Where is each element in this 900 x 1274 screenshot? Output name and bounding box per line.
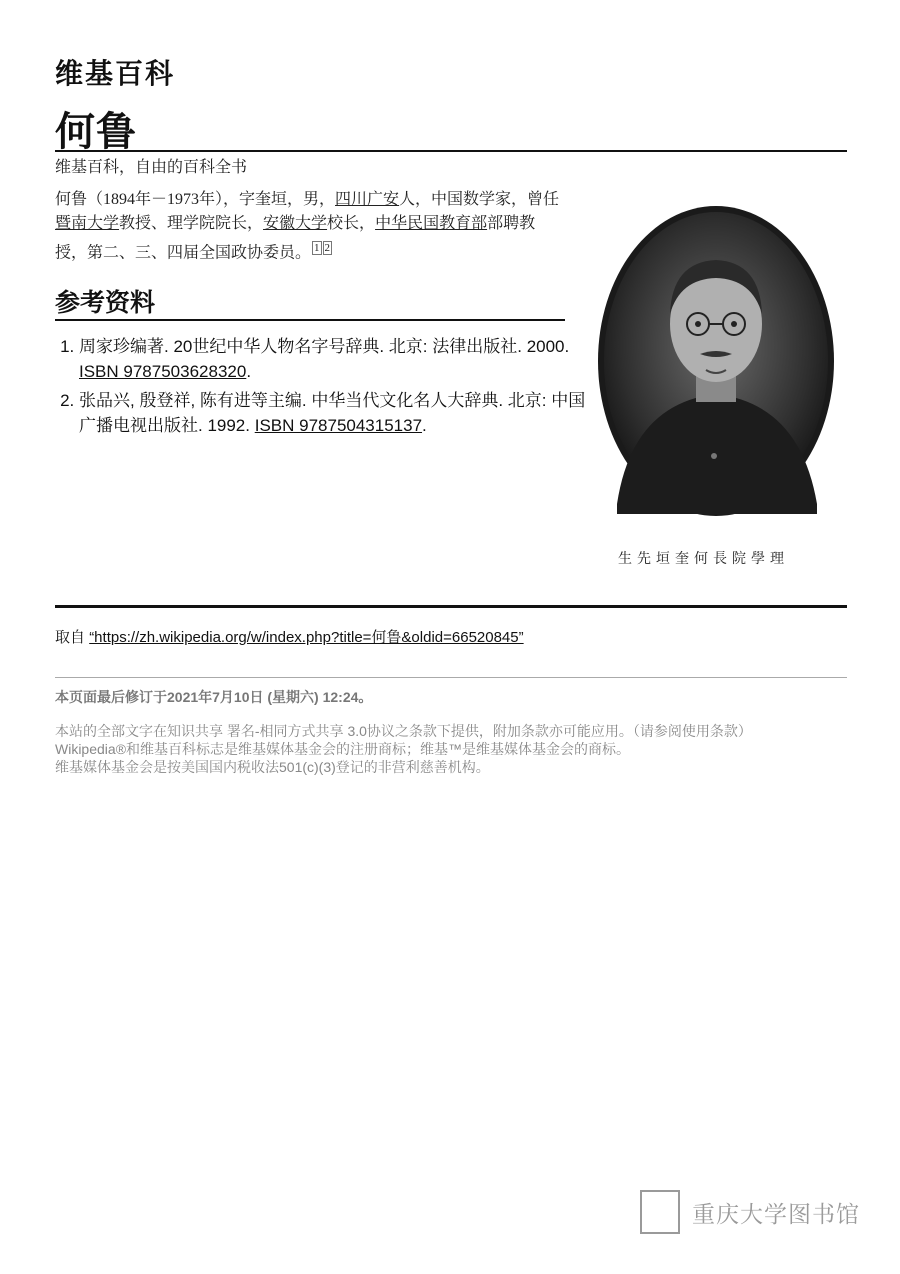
license-line: 本站的全部文字在知识共享 署名-相同方式共享 3.0协议之条款下提供，附加条款亦可能应用。（请参阅使用条款）	[55, 723, 752, 739]
portrait-image	[592, 204, 847, 586]
link-roc-ministry-of-education[interactable]: 中华民国教育部	[375, 215, 488, 232]
intro-text: 人，中国数学家，曾任	[399, 191, 560, 208]
references-divider	[55, 319, 565, 321]
license-notice	[55, 722, 845, 776]
intro-text: 部聘教授，第二、三、四届全国政协委员。	[55, 215, 536, 262]
portrait-caption: 生先垣奎何長院學理	[618, 552, 789, 567]
page-title: 何鲁	[55, 109, 137, 154]
citation-link-1[interactable]: 1	[314, 242, 320, 254]
reference-text: 周家珍编著. 20世纪中华人物名字号辞典. 北京: 法律出版社. 2000.	[79, 337, 570, 356]
references-heading: 参考资料	[55, 289, 156, 317]
retrieved-label: 取自	[55, 629, 86, 646]
reference-text: 张品兴, 殷登祥, 陈有进等主编. 中华当代文化名人大辞典. 北京: 中国广播电视出版社. 1992.	[79, 391, 586, 435]
retrieved-from	[55, 626, 524, 647]
intro-text: 校长，	[327, 215, 376, 232]
link-anhui-university[interactable]: 安徽大学	[263, 215, 328, 232]
license-line: 维基媒体基金会是按美国国内税收法501(c)(3)登记的非营利慈善机构。	[55, 759, 490, 775]
license-line: Wikipedia®和维基百科标志是维基媒体基金会的注册商标；维基™是维基媒体基金会的商标。	[55, 741, 631, 757]
watermark-text: 重庆大学图书馆	[692, 1200, 860, 1227]
site-name: 维基百科	[55, 59, 176, 90]
content-end-divider	[55, 605, 847, 608]
link-jinan-university[interactable]: 暨南大学	[55, 215, 120, 232]
footer-divider	[55, 677, 847, 678]
references-list	[55, 334, 589, 442]
citation-link-2[interactable]: 2	[324, 242, 331, 254]
intro-paragraph	[55, 188, 567, 265]
site-tagline: 维基百科，自由的百科全书	[55, 159, 248, 176]
library-watermark	[640, 1190, 860, 1234]
reference-item	[79, 334, 589, 384]
link-sichuan-guangan[interactable]: 四川广安	[335, 191, 400, 208]
intro-text: 何鲁（1894年－1973年），字奎垣，男，	[55, 191, 336, 208]
isbn-link[interactable]: ISBN 9787504315137	[254, 416, 423, 435]
reference-item	[79, 388, 589, 438]
library-seal-icon	[640, 1190, 680, 1234]
last-modified: 本页面最后修订于2021年7月10日 (星期六) 12:24。	[55, 689, 373, 705]
portrait-photo	[592, 204, 847, 586]
intro-text: 教授、理学院院长，	[119, 215, 264, 232]
permanent-link[interactable]: “https://zh.wikipedia.org/w/index.php?title=何鲁&oldid=66520845”	[89, 629, 524, 646]
reference-end: .	[246, 362, 252, 381]
isbn-link[interactable]: ISBN 9787503628320	[79, 362, 247, 381]
reference-end: .	[422, 416, 427, 435]
title-divider	[55, 150, 847, 152]
